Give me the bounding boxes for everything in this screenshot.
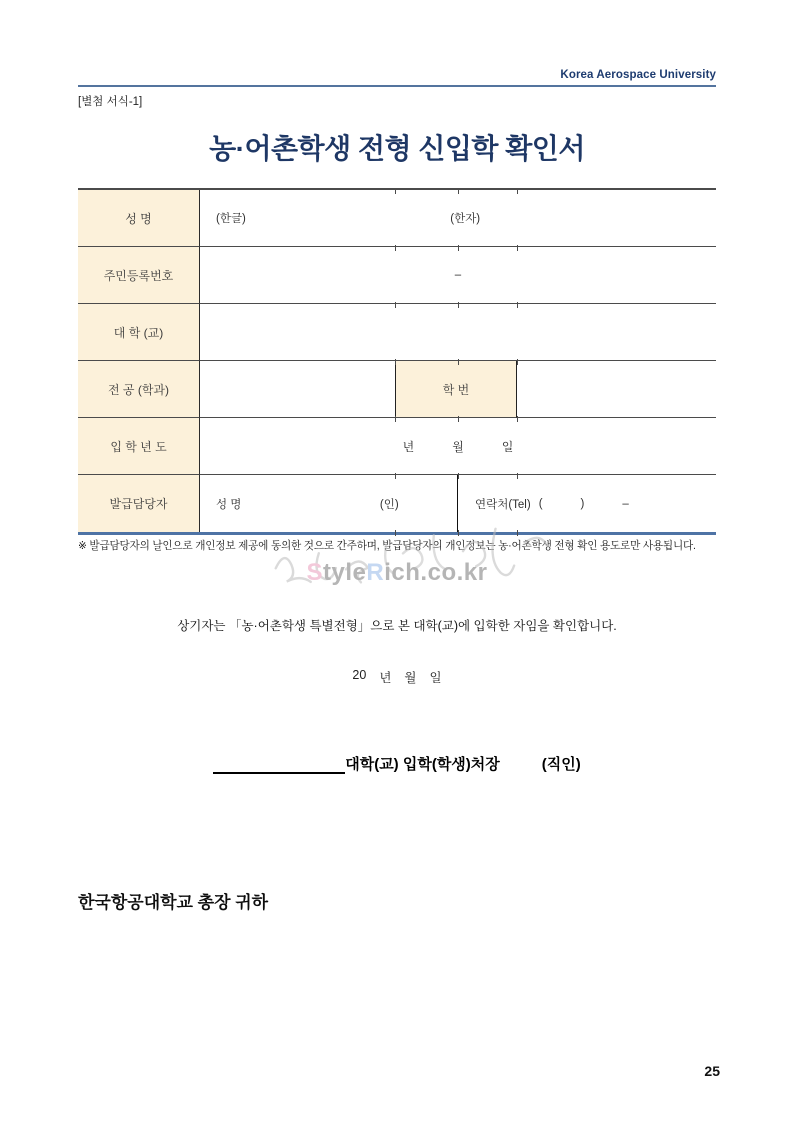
date-day: 일	[429, 671, 442, 685]
signature-blank-line	[213, 756, 345, 774]
signature-line	[0, 753, 794, 774]
table-grid-tick	[458, 302, 459, 308]
site-watermark	[0, 559, 794, 587]
table-grid-tick	[517, 302, 518, 308]
tel-open-paren: (	[538, 497, 543, 510]
date-prefix: 20	[352, 668, 367, 682]
day-unit: 일	[501, 439, 514, 454]
table-grid-tick	[517, 416, 518, 422]
field-admission-date	[200, 418, 716, 475]
table-grid-tick	[395, 359, 396, 365]
university-brand: Korea Aerospace University	[560, 69, 716, 81]
year-unit: 년	[402, 439, 415, 454]
confirmation-statement: 상기자는 「농·어촌학생 특별전형」으로 본 대학(교)에 입학한 자임을 확인합니다.	[177, 619, 617, 633]
table-grid-tick	[395, 188, 396, 194]
tel-close-paren: )	[580, 497, 585, 510]
field-student-no	[517, 361, 716, 418]
table-grid-tick	[458, 473, 459, 479]
site-watermark-rest: ich.co.kr	[384, 559, 488, 586]
tel-label: 연락처(Tel)	[475, 498, 531, 511]
hanja-hint: (한자)	[450, 213, 481, 225]
hangul-hint: (한글)	[216, 213, 246, 225]
field-university	[200, 304, 716, 361]
field-resident-no	[200, 247, 716, 304]
table-grid-tick	[517, 245, 518, 251]
table-grid-tick	[458, 416, 459, 422]
label-student-no: 학 번	[395, 361, 517, 418]
label-university: 대 학 (교)	[78, 304, 200, 361]
label-resident-no: 주민등록번호	[78, 247, 200, 304]
table-grid-tick	[395, 473, 396, 479]
month-unit: 월	[452, 439, 464, 454]
label-issuer: 발급담당자	[78, 475, 200, 532]
resident-no-dash: –	[454, 269, 462, 281]
field-name	[200, 190, 716, 247]
tel-dash: –	[622, 497, 629, 510]
label-major: 전 공 (학과)	[78, 361, 200, 418]
table-grid-tick	[517, 473, 518, 479]
site-watermark-tyle: tyle	[323, 559, 367, 586]
header-rule	[78, 85, 716, 87]
page-number: 25	[704, 1063, 720, 1079]
issuer-name-label: 성 명	[216, 498, 242, 511]
site-watermark-r: R	[366, 559, 385, 586]
table-grid-tick	[395, 416, 396, 422]
issuer-seal-hint: (인)	[379, 498, 399, 511]
site-watermark-s: S	[306, 559, 324, 586]
page-title: 농·어촌학생 전형 신입학 확인서	[209, 133, 585, 164]
table-grid-tick	[517, 359, 518, 365]
field-major	[200, 361, 395, 418]
form-table	[78, 188, 716, 535]
date-year: 년	[379, 671, 392, 685]
table-grid-tick	[458, 359, 459, 365]
privacy-note: ※ 발급담당자의 날인으로 개인정보 제공에 동의한 것으로 간주하며, 발급담당자의 개인정보는 농·어촌학생 전형 확인 용도로만 사용됩니다.	[78, 540, 696, 552]
table-grid-tick	[395, 302, 396, 308]
date-line	[0, 668, 794, 686]
label-admission-year: 입 학 년 도	[78, 418, 200, 475]
recipient-line: 한국항공대학교 총장 귀하	[78, 893, 269, 912]
table-grid-tick	[395, 245, 396, 251]
signature-seal-hint: (직인)	[541, 756, 581, 773]
label-name: 성 명	[78, 190, 200, 247]
table-grid-tick	[517, 188, 518, 194]
table-grid-tick	[458, 245, 459, 251]
table-grid-tick	[458, 188, 459, 194]
attachment-label: [별첨 서식-1]	[78, 96, 143, 108]
signature-office: 대학(교) 입학(학생)처장	[345, 756, 500, 773]
date-month: 월	[404, 671, 417, 685]
